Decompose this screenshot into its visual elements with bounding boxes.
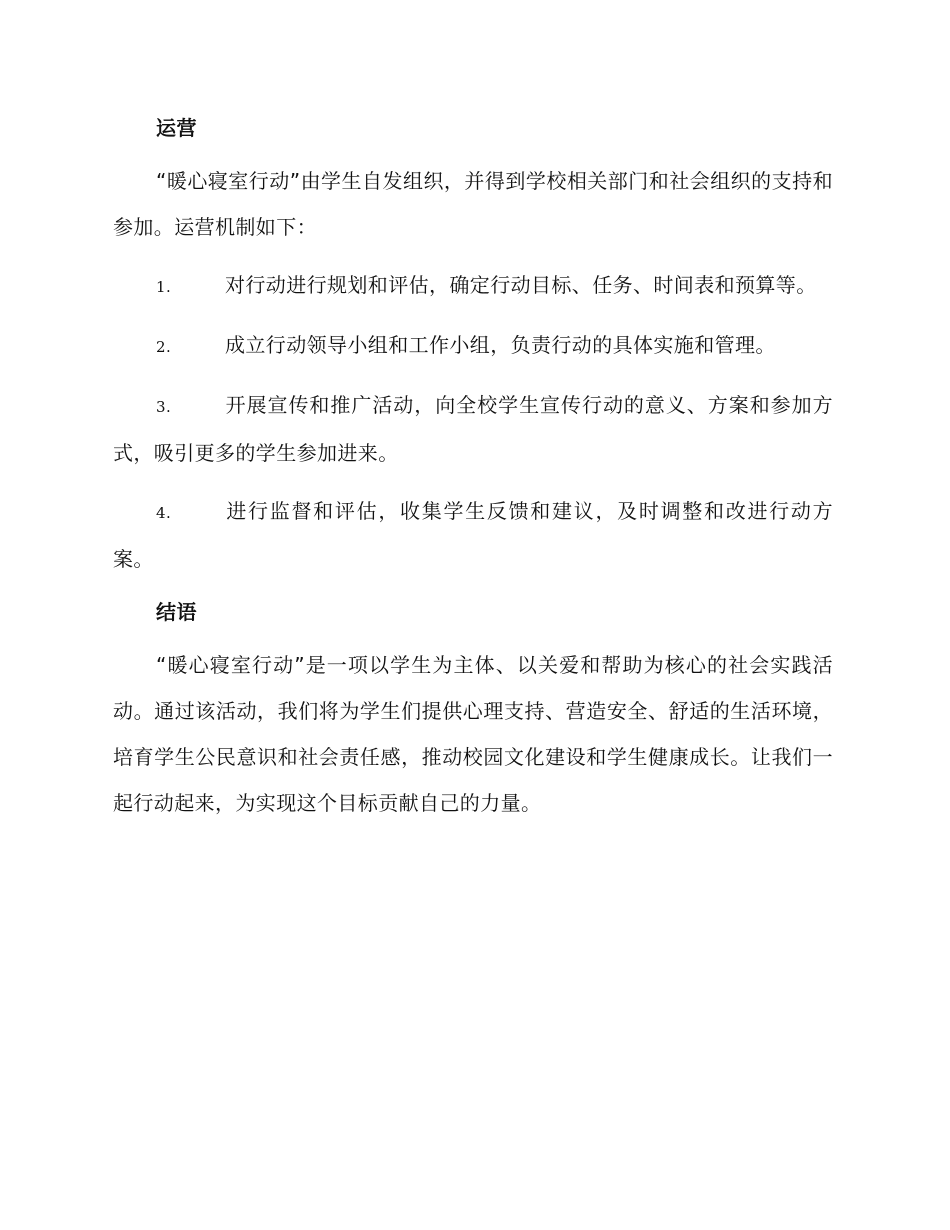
- conclusion-paragraph: “暖心寝室行动”是一项以学生为主体、以关爱和帮助为核心的社会实践活动。通过该活动，我们将为学生们提供心理支持、营造安全、舒适的生活环境，培育学生公民意识和社会责任感，推动校园文化建设和学生健康成长。让我们一起行动起来，为实现这个目标贡献自己的力量。: [113, 653, 833, 815]
- list-item: [113, 488, 833, 582]
- operation-intro-paragraph: “暖心寝室行动”由学生自发组织，并得到学校相关部门和社会组织的支持和参加。运营机制如下：: [113, 169, 833, 239]
- list-item-text: 对行动进行规划和评估，确定行动目标、任务、时间表和预算等。: [225, 273, 817, 297]
- section-heading-operation: 运营: [156, 116, 197, 140]
- list-item-text: 开展宣传和推广活动，向全校学生宣传行动的意义、方案和参加方式，吸引更多的学生参加进来。: [113, 393, 833, 465]
- list-item: [113, 262, 833, 310]
- document-body: [113, 108, 833, 826]
- list-item-number: 1.: [156, 278, 172, 296]
- section-heading-conclusion: 结语: [156, 600, 197, 624]
- list-item-number: 3.: [156, 398, 172, 416]
- list-item-text: 成立行动领导小组和工作小组，负责行动的具体实施和管理。: [225, 333, 776, 357]
- list-item: [113, 322, 833, 370]
- list-item: [113, 382, 833, 476]
- list-item-number: 4.: [156, 504, 172, 522]
- list-item-number: 2.: [156, 338, 172, 356]
- list-item-text: 进行监督和评估，收集学生反馈和建议，及时调整和改进行动方案。: [113, 499, 833, 571]
